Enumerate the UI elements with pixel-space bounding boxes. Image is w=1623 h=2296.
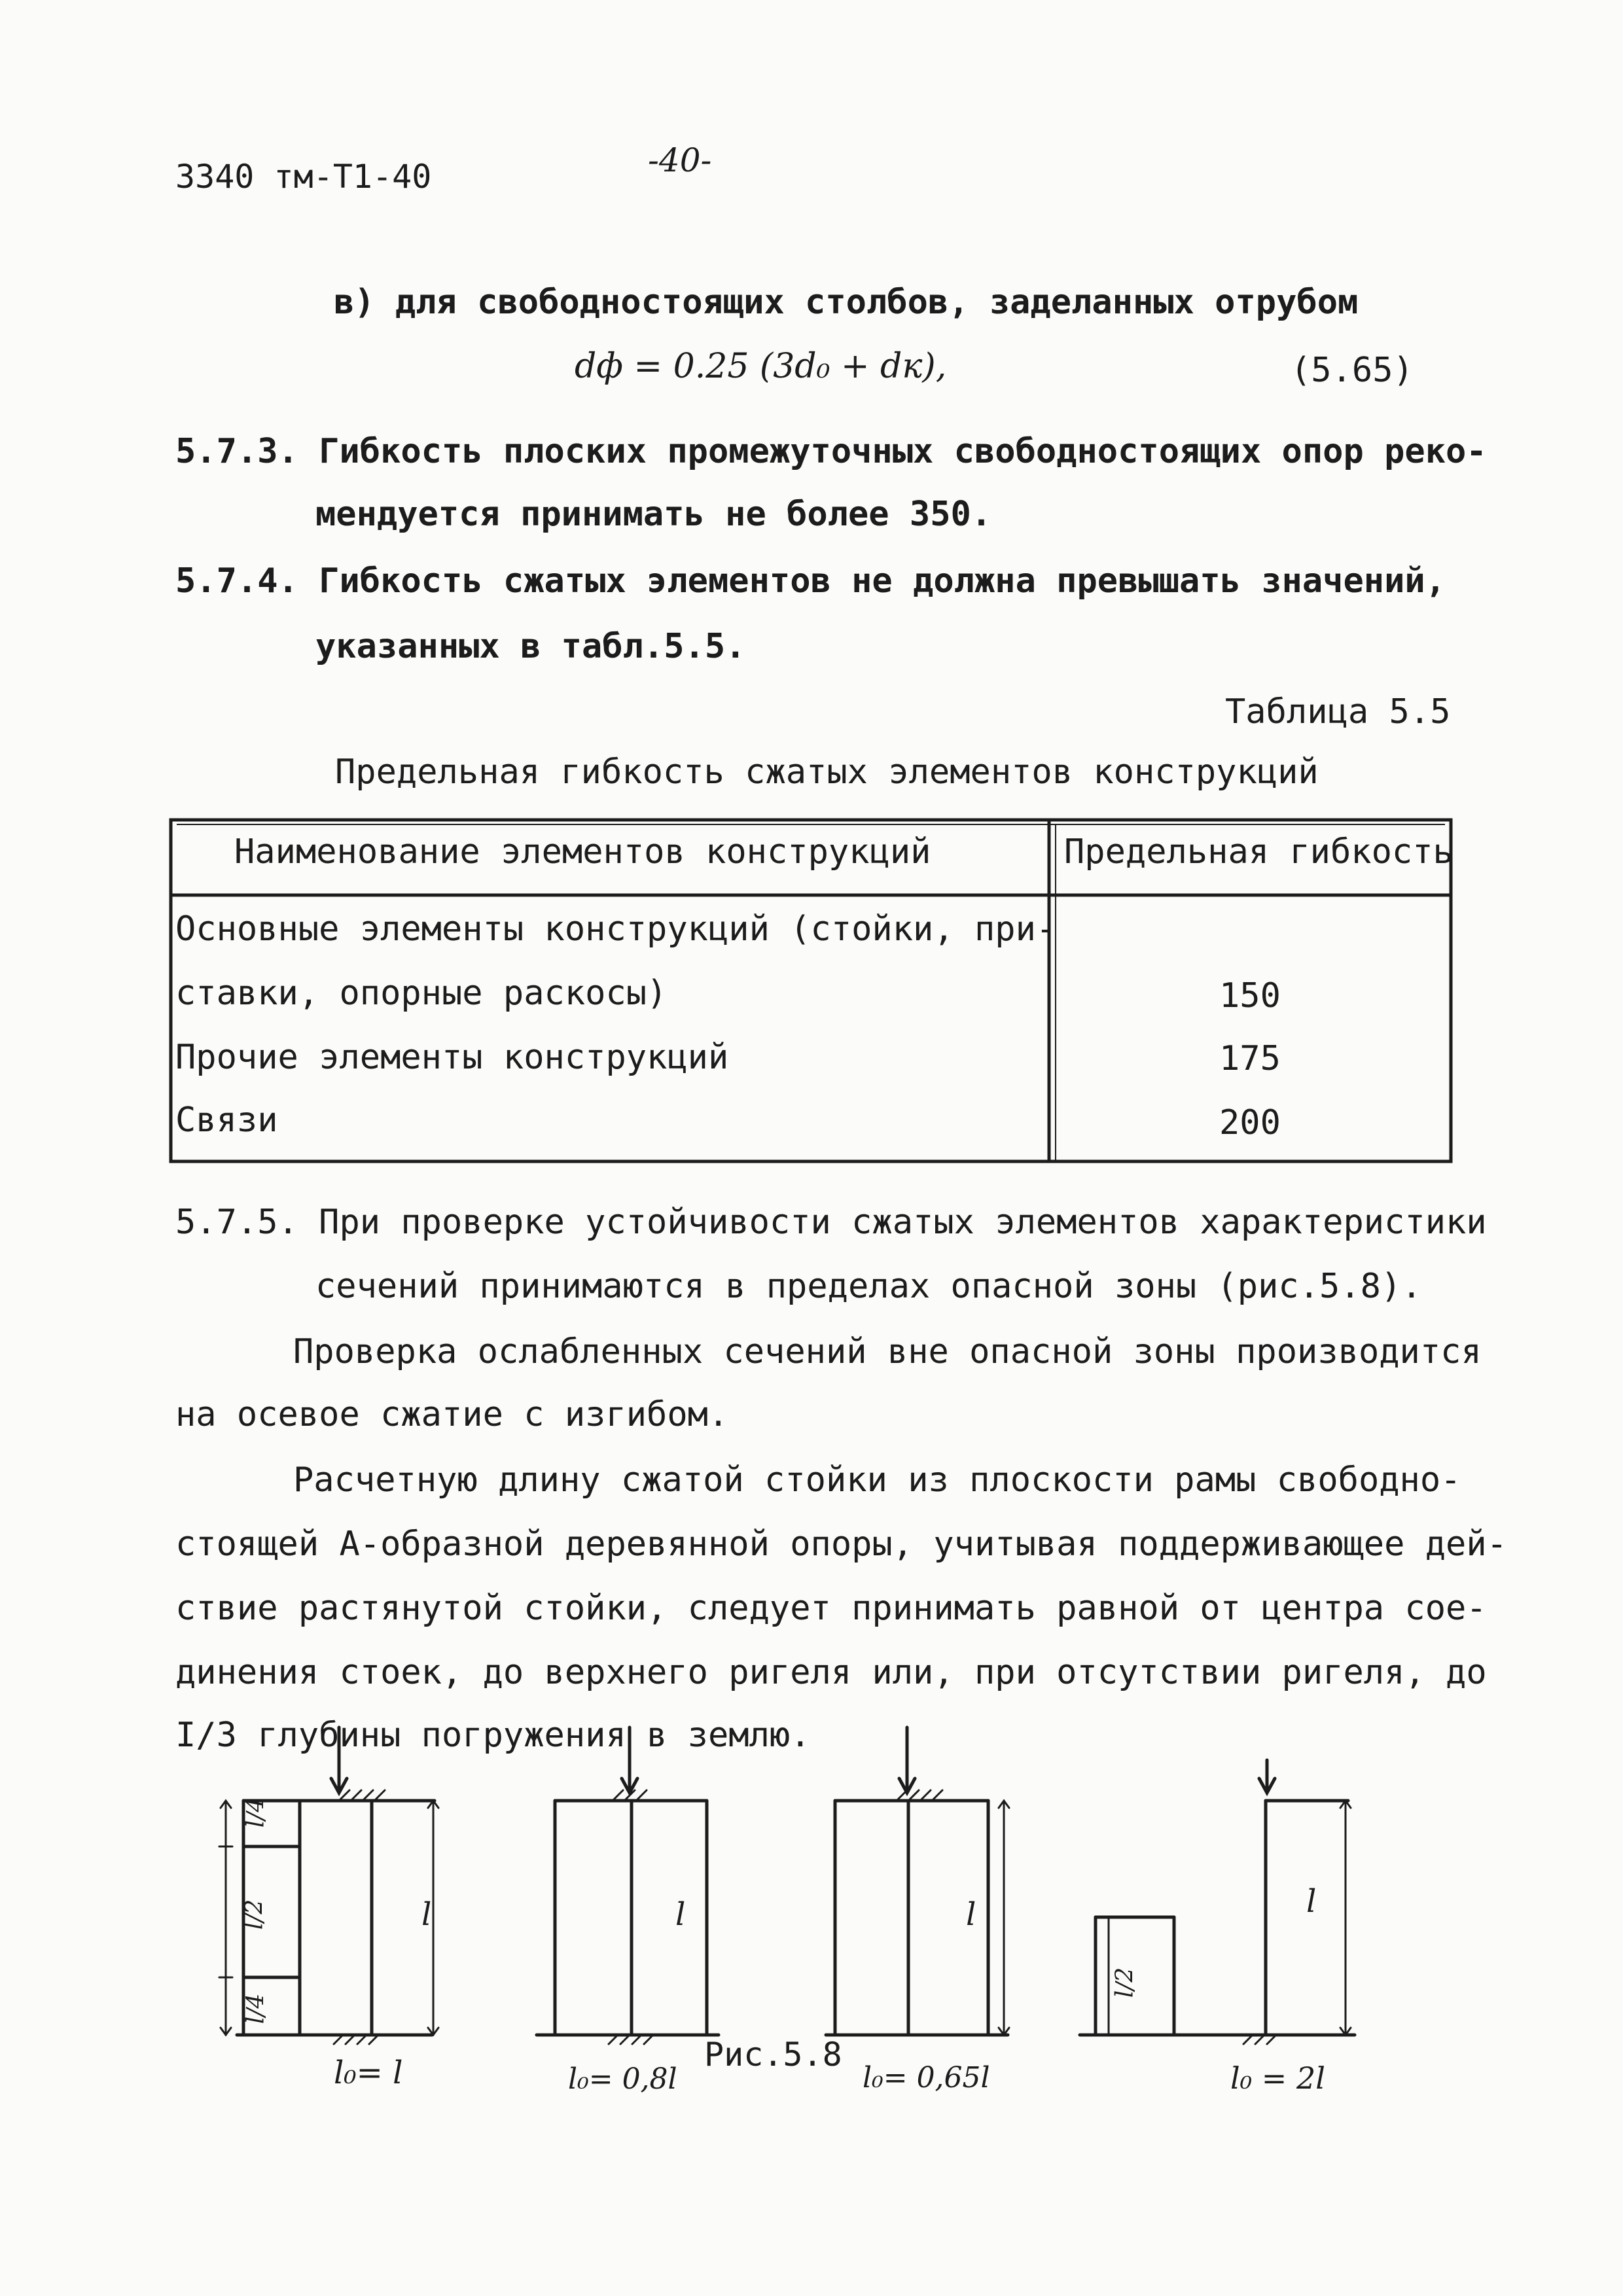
- clause-5-7-4-line2: указанных в табл.5.5.: [315, 627, 746, 666]
- dim-bottom-quarter: l/4: [242, 1993, 270, 2024]
- para3-line1: Расчетную длину сжатой стойки из плоскости рамы свободно-: [293, 1460, 1461, 1500]
- table-row-1-value: 150: [1219, 976, 1281, 1016]
- figure-panel-3: [826, 1727, 1009, 2035]
- clause-5-7-3-line1: 5.7.3. Гибкость плоских промежуточных свободностоящих опор реко-: [175, 432, 1487, 471]
- table-row-3-name: Связи: [175, 1101, 278, 1140]
- table-row-3-value: 200: [1219, 1103, 1281, 1142]
- panel-1-formula: l₀= l: [334, 2055, 403, 2091]
- table-row-1-name-line2: ставки, опорные раскосы): [175, 974, 668, 1013]
- table-header-limit: Предельная гибкость: [1064, 832, 1454, 872]
- formula-number: (5.65): [1291, 351, 1414, 390]
- dim-middle-half: l/2: [241, 1899, 268, 1930]
- document-code: 3340 тм-Т1-40: [175, 158, 432, 196]
- para3-line2: стоящей А-образной деревянной опоры, учитывая поддерживающее дей-: [175, 1525, 1507, 1564]
- clause-5-7-4-line1: 5.7.4. Гибкость сжатых элементов не должна превышать значений,: [175, 561, 1446, 601]
- figure-caption: Рис.5.8: [704, 2036, 842, 2074]
- dim-length-3: l: [966, 1896, 976, 1933]
- figure-5-8: [0, 1701, 1623, 2120]
- para3-line3: ствие растянутой стойки, следует принимать равной от центра сое-: [175, 1589, 1487, 1628]
- table-row-2-name: Прочие элементы конструкций: [175, 1038, 729, 1077]
- table-header-name: Наименование элементов конструкций: [234, 832, 931, 872]
- figure-panel-2: [537, 1727, 719, 2044]
- page-number: -40-: [648, 141, 712, 179]
- dim-half-4: l/2: [1111, 1967, 1139, 1998]
- para2-line1: Проверка ослабленных сечений вне опасной зоны производится: [293, 1332, 1482, 1371]
- clause-b-text: в) для свободностоящих столбов, заделанных отрубом: [334, 283, 1359, 322]
- dim-length-4: l: [1306, 1883, 1317, 1920]
- dim-length-1: l: [421, 1896, 432, 1933]
- panel-2-formula: l₀= 0,8l: [568, 2062, 677, 2096]
- para3-line5: I/3 глубины погружения в землю.: [175, 1716, 811, 1755]
- clause-5-7-5-line1: 5.7.5. При проверке устойчивости сжатых элементов характеристики: [175, 1203, 1487, 1242]
- para2-line2: на осевое сжатие с изгибом.: [175, 1395, 729, 1434]
- para3-line4: динения стоек, до верхнего ригеля или, при отсутствии ригеля, до: [175, 1653, 1487, 1692]
- table-row-2-value: 175: [1219, 1039, 1281, 1078]
- clause-5-7-3-line2: мендуется принимать не более 350.: [315, 495, 992, 534]
- formula-5-65: dф = 0.25 (3d₀ + dк),: [575, 347, 947, 386]
- dim-length-2: l: [675, 1896, 686, 1933]
- table-title: Предельная гибкость сжатых элементов конструкций: [335, 752, 1319, 792]
- table-row-1-name-line1: Основные элементы конструкций (стойки, при-: [175, 910, 1057, 949]
- panel-4-formula: l₀ = 2l: [1230, 2060, 1325, 2096]
- clause-5-7-5-line2: сечений принимаются в пределах опасной зоны (рис.5.8).: [315, 1267, 1422, 1306]
- dim-top-quarter: l/4: [242, 1797, 270, 1828]
- panel-3-formula: l₀= 0,65l: [863, 2061, 990, 2094]
- limit-slenderness-table: [169, 818, 1453, 1163]
- table-label: Таблица 5.5: [1225, 692, 1451, 732]
